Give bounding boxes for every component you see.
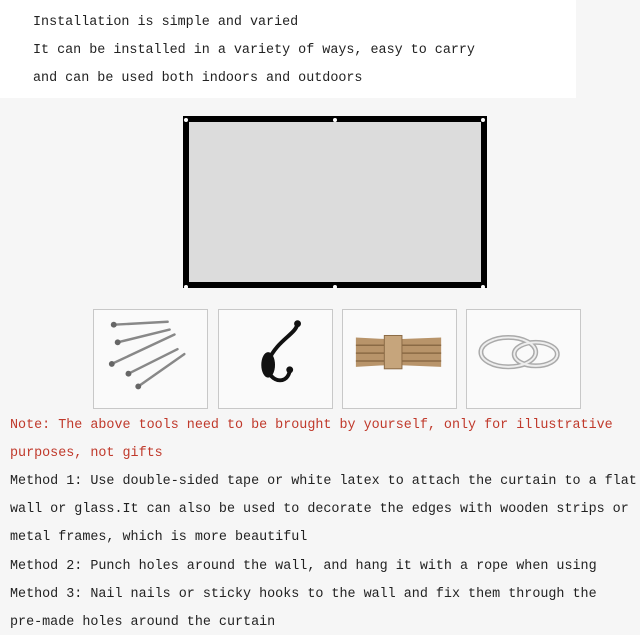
intro-box xyxy=(0,0,576,98)
intro-line: and can be used both indoors and outdoors xyxy=(33,71,363,86)
method-text: metal frames, which is more beautiful xyxy=(10,530,308,545)
note-text: Note: The above tools need to be brought by yourself, only for illustrative xyxy=(10,418,613,433)
grommet-icon xyxy=(184,285,188,289)
grommet-icon xyxy=(333,285,337,289)
grommet-icon xyxy=(481,285,485,289)
method-text: pre-made holes around the curtain xyxy=(10,615,276,630)
intro-line: Installation is simple and varied xyxy=(33,15,299,30)
nails-icon xyxy=(93,309,208,409)
grommet-icon xyxy=(333,118,337,122)
method-text: Method 1: Use double-sided tape or white latex to attach the curtain to a flat xyxy=(10,474,637,489)
grommet-icon xyxy=(481,118,485,122)
tape-icon xyxy=(466,309,581,409)
hook-icon xyxy=(218,309,333,409)
projector-screen-image xyxy=(183,116,487,288)
intro-line: It can be installed in a variety of ways, easy to carry xyxy=(33,43,475,58)
note-text: purposes, not gifts xyxy=(10,446,163,461)
method-text: Method 2: Punch holes around the wall, and hang it with a rope when using xyxy=(10,559,597,574)
method-text: wall or glass.It can also be used to decorate the edges with wooden strips or xyxy=(10,502,629,517)
method-text: Method 3: Nail nails or sticky hooks to the wall and fix them through the xyxy=(10,587,597,602)
rope-icon xyxy=(342,309,457,409)
grommet-icon xyxy=(184,118,188,122)
